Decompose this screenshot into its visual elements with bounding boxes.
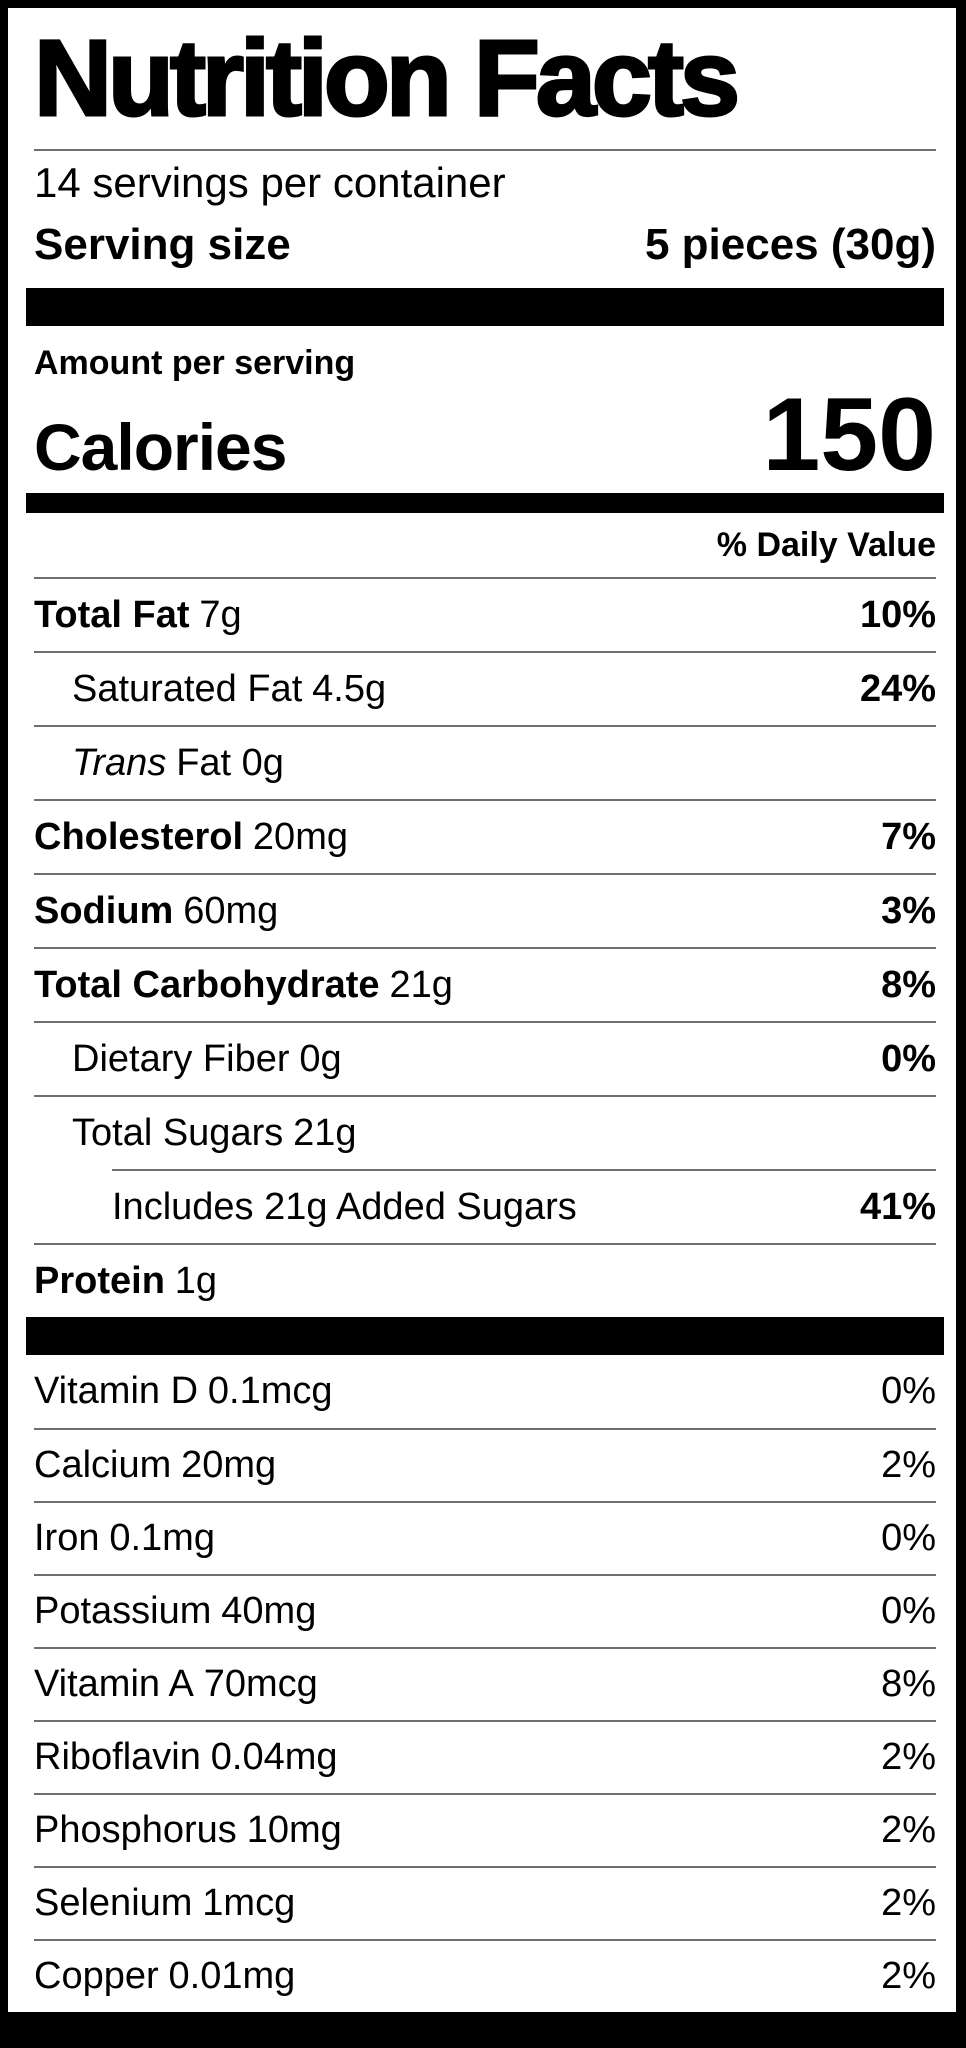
daily-value-cell: 41%: [859, 1185, 936, 1228]
vitamin-row-selenium: [34, 1866, 936, 1939]
daily-value-cell: 8%: [881, 1663, 936, 1705]
daily-value-cell: 8%: [881, 963, 936, 1006]
calories-label: Calories: [34, 410, 287, 485]
label-title: Nutrition Facts: [34, 17, 737, 138]
vitamin-row-vitamin-d: [34, 1355, 936, 1428]
nutrient-name: Total Fat 7g: [34, 593, 242, 636]
nutrient-row-trans-fat: [34, 725, 936, 799]
vitamin-name: Vitamin A 70mcg: [34, 1663, 318, 1705]
nutrient-row-saturated-fat: [34, 651, 936, 725]
nutrient-row-total-fat: [34, 577, 936, 651]
daily-value-cell: 24%: [859, 667, 936, 710]
vitamin-row-riboflavin: [34, 1720, 936, 1793]
vitamin-row-potassium: [34, 1574, 936, 1647]
nutrient-name: Total Carbohydrate 21g: [34, 963, 453, 1006]
daily-value-cell: 0%: [881, 1590, 936, 1632]
vitamin-name: Phosphorus 10mg: [34, 1809, 342, 1851]
daily-value-cell: 2%: [881, 1444, 936, 1486]
vitamin-row-phosphorus: [34, 1793, 936, 1866]
nutrient-name: Dietary Fiber 0g: [72, 1037, 342, 1080]
daily-value-cell: 0%: [881, 1037, 936, 1080]
daily-value-cell: 2%: [881, 1736, 936, 1778]
daily-value-cell: 2%: [881, 1955, 936, 1997]
nutrient-row-total-carbohydrate: [34, 947, 936, 1021]
amount-per-serving-label: Amount per serving: [34, 344, 356, 383]
servings-per-container: 14 servings per container: [34, 159, 506, 207]
nutrient-row-protein: [34, 1243, 936, 1317]
vitamin-name: Potassium 40mg: [34, 1590, 317, 1632]
calories-row: [34, 377, 936, 494]
vitamin-name: Riboflavin 0.04mg: [34, 1736, 338, 1778]
nutrient-row-cholesterol: [34, 799, 936, 873]
daily-value-cell: 10%: [859, 593, 936, 636]
serving-size-value: 5 pieces (30g): [644, 219, 936, 269]
vitamin-row-calcium: [34, 1428, 936, 1501]
vitamin-row-vitamin-a: [34, 1647, 936, 1720]
nutrient-name: Total Sugars 21g: [72, 1111, 357, 1154]
daily-value-cell: 0%: [881, 1517, 936, 1559]
nutrient-name: Trans Fat 0g: [72, 741, 284, 784]
daily-value-cell: 0%: [881, 1370, 936, 1412]
vitamin-row-copper: [34, 1939, 936, 2012]
serving-size-label: Serving size: [34, 219, 291, 269]
nutrient-row-added-sugars: [112, 1169, 936, 1243]
nutrient-row-dietary-fiber: [34, 1021, 936, 1095]
daily-value-header: % Daily Value: [716, 525, 936, 564]
vitamin-name: Selenium 1mcg: [34, 1882, 296, 1924]
daily-value-cell: 7%: [881, 815, 936, 858]
bottom-bar: [8, 2012, 956, 2040]
vitamin-name: Vitamin D 0.1mcg: [34, 1370, 333, 1412]
nutrient-name: Includes 21g Added Sugars: [112, 1185, 577, 1228]
calories-value: 150: [762, 377, 936, 494]
nutrient-row-total-sugars: [34, 1095, 936, 1169]
thick-section-bar: [26, 1317, 944, 1355]
daily-value-cell: 2%: [881, 1809, 936, 1851]
nutrient-name: Saturated Fat 4.5g: [72, 667, 387, 710]
vitamin-row-iron: [34, 1501, 936, 1574]
vitamin-name: Iron 0.1mg: [34, 1517, 215, 1559]
medium-section-bar: [26, 493, 944, 513]
nutrient-name: Protein 1g: [34, 1259, 218, 1302]
daily-value-cell: 3%: [881, 889, 936, 932]
vitamin-name: Copper 0.01mg: [34, 1955, 296, 1997]
thick-section-bar: [26, 288, 944, 326]
nutrient-name: Cholesterol 20mg: [34, 815, 348, 858]
nutrient-name: Sodium 60mg: [34, 889, 279, 932]
nutrient-row-sodium: [34, 873, 936, 947]
daily-value-cell: 2%: [881, 1882, 936, 1924]
serving-size-row: [34, 208, 936, 282]
vitamin-name: Calcium 20mg: [34, 1444, 277, 1486]
